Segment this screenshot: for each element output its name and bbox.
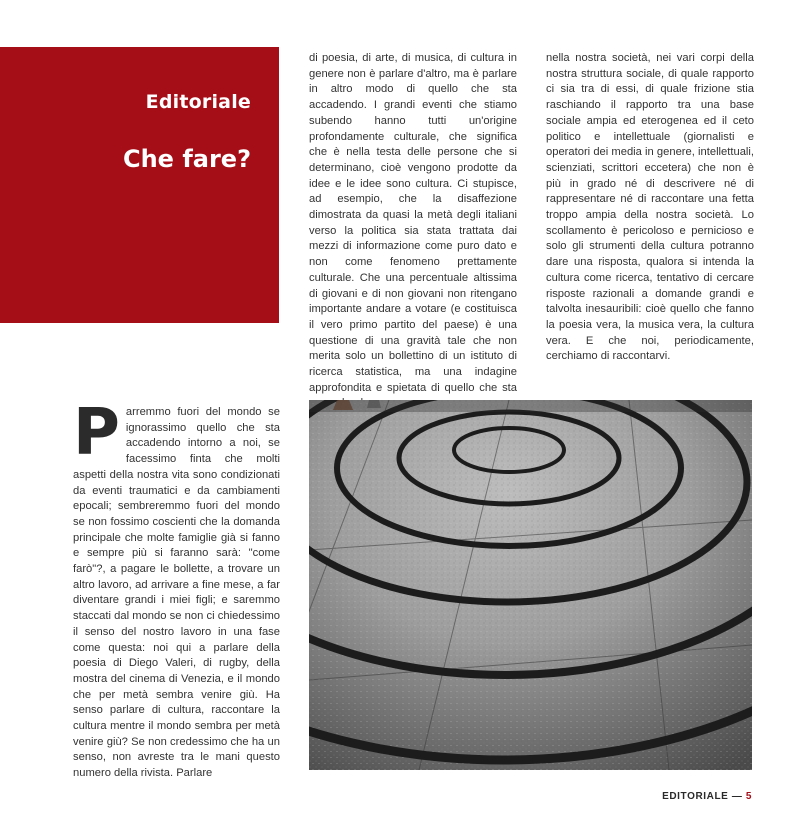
headline: Che fare? [122,145,251,173]
left-column-text: arremmo fuori del mondo se ignorassimo quello che sta accadendo intorno a noi, se facessimo finta che molti aspetti della nostra vita sono condizionati da eventi traumatici e da cambiamenti epocali; sembreremmo fuori del mondo se non fossimo coscienti che la domanda principale che molte famiglie già si fanno e sempre più si faranno sarà: "come farò"?, a pagare le bollette, a trovare un altro lavoro, ad arrivare a fine mese, a far diventare grandi i miei figli; e saremmo staccati dal mondo se non ci chiedessimo il senso del nostro lavoro in una fase come questa: noi qui a parlare della poesia di Diego Valeri, di rugby, della mostra del cinema di Venezia, e il mondo che per metà sembra venire giù. Ha senso parlare di cultura, raccontare la cultura mentre il mondo sembra per metà venire giù? Se non credessimo che ha un senso, non avreste tra le mani questo numero della rivista. Parlare [73,406,280,780]
drop-cap: P [73,396,120,470]
section-label: Editoriale [145,91,251,113]
page-number: 5 [745,791,752,802]
right-column-text: nella nostra società, nei vari corpi della nostra struttura sociale, di quale rapporto ci sia tra di essi, di quale frizione stia raschiando il rapporto tra una base sociale ampia ed eterogenea ed il ceto politico e intellettuale (giornalisti e operatori dei media in genere, intellettuali, scienziati, scrittori eccetera) che non è più in grado né di descrivere né di rappresentare né di raccontare una fetta troppo ampia della nostra società. Lo scollamento è pericoloso e pernicioso e solo gli strumenti della cultura potranno dare una risposta, qualora si intenda la cultura come ricerca, tentativo di cercare risposte razionali a domande grandi e talvolta inesauribili: cioè quello che fanno la poesia vera, la musica vera, la cultura vera. E che noi, periodicamente, cerchiamo di raccontarvi. [546,52,754,363]
footer-section: EDITORIALE — [662,791,743,802]
middle-column-text: di poesia, di arte, di musica, di cultura in genere non è parlare d'altro, ma è parlare in altro modo di quello che sta accadendo. I grandi eventi che stiamo subendo hanno tutti un'origine profondamente culturale, che significa che è nella testa delle persone che si determinano, cioè vengono prodotte da idee e le idee sono cultura. Ci stupisce, ad esempio, che la disaffezione dimostrata da quasi la metà degli italiani verso la politica sia stata trattata dai mezzi di informazione come puro dato e non come fenomeno prettamente culturale. Che una percentuale altissima di giovani e di non giovani non ritengano importante andare a votare (e costituisca il vero primo partito del paese) è una questione di una gravità tale che non merita solo un bollettino di un istituto di ricerca statistica, ma una indagine approfondita e spietata di quello che sta [309,52,517,394]
article-column-right [546,51,754,365]
page-footer [662,791,752,802]
concentric-circles-photo [309,400,752,770]
article-column-middle [309,51,517,412]
title-block [0,47,279,323]
article-column-left [73,396,280,782]
